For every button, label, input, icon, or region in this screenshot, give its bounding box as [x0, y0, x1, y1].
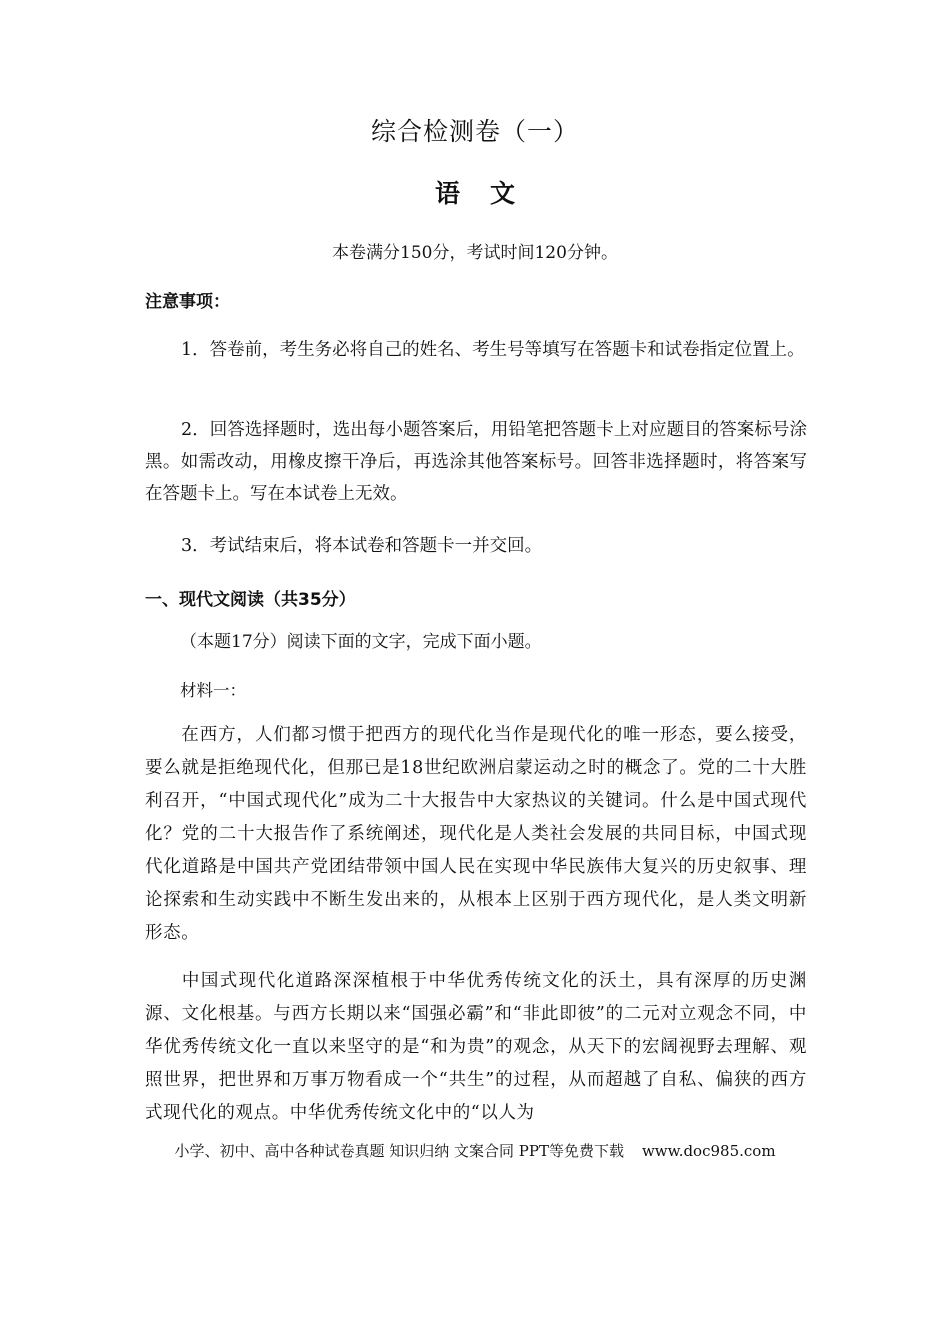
subject-title [0, 174, 950, 210]
subject-char-2: 文 [490, 179, 516, 208]
score-note: 本卷满分150分，考试时间120分钟。 [332, 243, 618, 263]
section-heading: 一、现代文阅读（共35分） [145, 590, 356, 610]
material-paragraph-1 [145, 719, 807, 950]
material-paragraph-1-text: 在西方，人们都习惯于把西方的现代化当作是现代化的唯一形态，要么接受，要么就是拒绝现代化，但那已是18世纪欧洲启蒙运动之时的概念了。党的二十大胜利召开，“中国式现代化”成为二十大报告中大家热议的关键词。什么是中国式现代化？党的二十大报告作了系统阐述，现代化是人类社会发展的共同目标，中国式现代化道路是中国共产党团结带领中国人民在实现中华民族伟大复兴的历史叙事、理论探索和生动实践中不断生发出来的，从根本上区别于西方现代化，是人类文明新形态。 [145, 725, 807, 943]
notice-item-1-text: 1．答卷前，考生务必将自己的姓名、考生号等填写在答题卡和试卷指定位置上。 [181, 340, 805, 360]
notice-heading: 注意事项： [145, 292, 230, 312]
material-paragraph-2 [145, 965, 807, 1130]
footer-url[interactable]: www.doc985.com [641, 1142, 776, 1160]
notice-item-1 [145, 334, 807, 366]
exam-title: 综合检测卷（一） [370, 117, 579, 146]
notice-item-2 [145, 414, 807, 510]
subquestion-instruction: （本题17分）阅读下面的文字，完成下面小题。 [180, 632, 542, 652]
material-label: 材料一： [180, 681, 246, 700]
notice-item-2-text: 2．回答选择题时，选出每小题答案后，用铅笔把答题卡上对应题目的答案标号涂黑。如需改动，用橡皮擦干净后，再选涂其他答案标号。回答非选择题时，将答案写在答题卡上。写在本试卷上无效。 [145, 420, 807, 504]
notice-item-3 [145, 530, 807, 562]
material-paragraph-2-text: 中国式现代化道路深深植根于中华优秀传统文化的沃土，具有深厚的历史渊源、文化根基。与西方长期以来“国强必霸”和“非此即彼”的二元对立观念不同，中华优秀传统文化一直以来坚守的是“和为贵”的观念，从天下的宏阔视野去理解、观照世界，把世界和万事万物看成一个“共生”的过程，从而超越了自私、偏狭的西方式现代化的观点。中华优秀传统文化中的“以人为 [145, 971, 807, 1123]
page-footer [0, 1140, 950, 1161]
subject-char-1: 语 [434, 179, 460, 208]
notice-item-3-text: 3．考试结束后，将本试卷和答题卡一并交回。 [181, 536, 543, 556]
footer-text: 小学、初中、高中各种试卷真题 知识归纳 文案合同 PPT等免费下载 [174, 1142, 624, 1160]
